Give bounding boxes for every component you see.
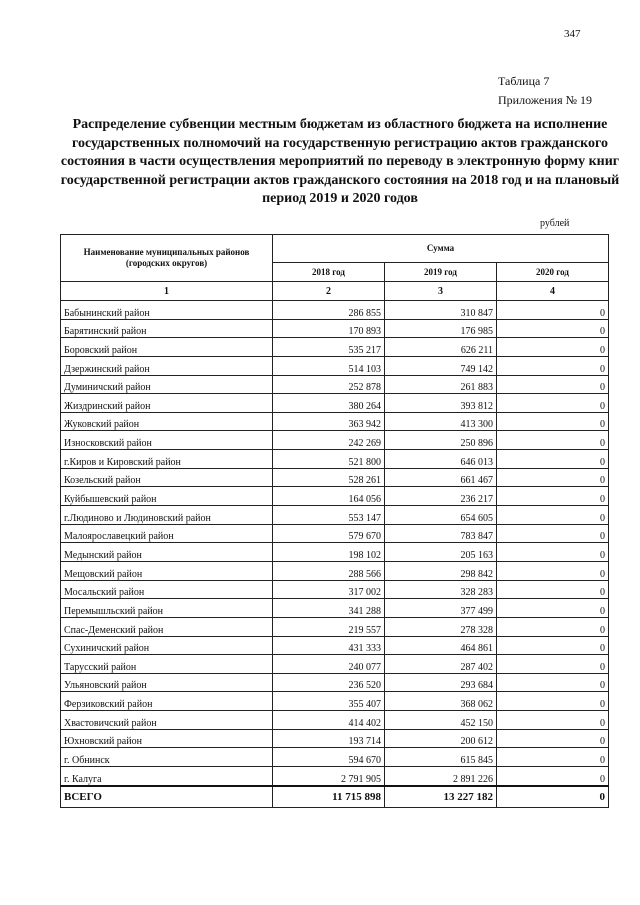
amount-2018: 286 855: [273, 301, 385, 320]
column-number: 4: [497, 282, 609, 301]
amount-2020: 0: [497, 356, 609, 375]
amount-2018: 355 407: [273, 692, 385, 711]
amount-2019: 298 842: [385, 561, 497, 580]
amount-2019: 377 499: [385, 599, 497, 618]
table-row: [61, 711, 609, 730]
amount-2019: 310 847: [385, 301, 497, 320]
table-row: [61, 375, 609, 394]
amount-2019: 2 891 226: [385, 767, 497, 786]
district-name: г.Киров и Кировский район: [61, 450, 273, 469]
amount-2018: 242 269: [273, 431, 385, 450]
amount-2020: 0: [497, 487, 609, 506]
table-row: [61, 487, 609, 506]
amount-2019: 293 684: [385, 673, 497, 692]
table-row: [61, 450, 609, 469]
district-name: Износковский район: [61, 431, 273, 450]
amount-2018: 170 893: [273, 319, 385, 338]
header-name: Наименование муниципальных районов (городских округов): [61, 235, 273, 282]
amount-2019: 393 812: [385, 394, 497, 413]
amount-2020: 0: [497, 692, 609, 711]
amount-2020: 0: [497, 599, 609, 618]
amount-2020: 0: [497, 543, 609, 562]
amount-2019: 749 142: [385, 356, 497, 375]
table-row: [61, 524, 609, 543]
district-name: Ферзиковский район: [61, 692, 273, 711]
table-row: [61, 468, 609, 487]
district-name: Тарусский район: [61, 655, 273, 674]
amount-2020: 0: [497, 431, 609, 450]
amount-2020: 0: [497, 450, 609, 469]
district-name: Боровский район: [61, 338, 273, 357]
table-row: [61, 431, 609, 450]
amount-2018: 528 261: [273, 468, 385, 487]
table-row: [61, 767, 609, 786]
amount-2018: 341 288: [273, 599, 385, 618]
amount-2020: 0: [497, 524, 609, 543]
district-name: Мещовский район: [61, 561, 273, 580]
amount-2018: 198 102: [273, 543, 385, 562]
district-name: Козельский район: [61, 468, 273, 487]
district-name: Медынский район: [61, 543, 273, 562]
district-name: Жуковский район: [61, 412, 273, 431]
amount-2019: 250 896: [385, 431, 497, 450]
amount-2018: 317 002: [273, 580, 385, 599]
amount-2019: 646 013: [385, 450, 497, 469]
district-name: г.Людиново и Людиновский район: [61, 506, 273, 525]
amount-2020: 0: [497, 394, 609, 413]
amount-2019: 654 605: [385, 506, 497, 525]
district-name: Малоярославецкий район: [61, 524, 273, 543]
amount-2018: 252 878: [273, 375, 385, 394]
amount-2020: 0: [497, 673, 609, 692]
district-name: Думиничский район: [61, 375, 273, 394]
amount-2020: 0: [497, 561, 609, 580]
table-row: [61, 356, 609, 375]
amount-2018: 363 942: [273, 412, 385, 431]
table-row: [61, 319, 609, 338]
table-row: [61, 543, 609, 562]
total-2019: 13 227 182: [385, 786, 497, 808]
table-row: [61, 394, 609, 413]
table-row: [61, 338, 609, 357]
district-name: Бабынинский район: [61, 301, 273, 320]
header-sum: Сумма: [273, 235, 609, 263]
district-name: г. Обнинск: [61, 748, 273, 767]
amount-2018: 553 147: [273, 506, 385, 525]
amount-2020: 0: [497, 711, 609, 730]
amount-2020: 0: [497, 580, 609, 599]
table-row: [61, 692, 609, 711]
table-row: [61, 636, 609, 655]
district-name: Перемышльский район: [61, 599, 273, 618]
page-number: 347: [564, 28, 581, 40]
amount-2020: 0: [497, 468, 609, 487]
amount-2019: 413 300: [385, 412, 497, 431]
amount-2018: 219 557: [273, 617, 385, 636]
amount-2019: 328 283: [385, 580, 497, 599]
district-name: Юхновский район: [61, 729, 273, 748]
district-name: Жиздринский район: [61, 394, 273, 413]
total-row: [61, 786, 609, 808]
amount-2019: 176 985: [385, 319, 497, 338]
header-year-2020: 2020 год: [497, 263, 609, 282]
amount-2019: 236 217: [385, 487, 497, 506]
amount-2019: 464 861: [385, 636, 497, 655]
table-label: Таблица 7: [498, 74, 550, 88]
amount-2018: 240 077: [273, 655, 385, 674]
amount-2018: 414 402: [273, 711, 385, 730]
district-name: Хвастовичский район: [61, 711, 273, 730]
amount-2019: 783 847: [385, 524, 497, 543]
amount-2020: 0: [497, 636, 609, 655]
amount-2018: 288 566: [273, 561, 385, 580]
column-number: 3: [385, 282, 497, 301]
appendix-reference: [498, 72, 592, 110]
amount-2020: 0: [497, 338, 609, 357]
amount-2020: 0: [497, 767, 609, 786]
amount-2020: 0: [497, 412, 609, 431]
table-row: [61, 748, 609, 767]
amount-2018: 579 670: [273, 524, 385, 543]
total-2020: 0: [497, 786, 609, 808]
amount-2018: 236 520: [273, 673, 385, 692]
amount-2019: 278 328: [385, 617, 497, 636]
district-name: Сухиничский район: [61, 636, 273, 655]
column-number: 1: [61, 282, 273, 301]
table-row: [61, 506, 609, 525]
table-row: [61, 673, 609, 692]
amount-2019: 661 467: [385, 468, 497, 487]
amount-2018: 2 791 905: [273, 767, 385, 786]
amount-2020: 0: [497, 375, 609, 394]
amount-2020: 0: [497, 301, 609, 320]
amount-2019: 452 150: [385, 711, 497, 730]
amount-2018: 431 333: [273, 636, 385, 655]
amount-2019: 205 163: [385, 543, 497, 562]
amount-2019: 626 211: [385, 338, 497, 357]
table-body: [61, 301, 609, 786]
amount-2018: 380 264: [273, 394, 385, 413]
amount-2020: 0: [497, 319, 609, 338]
table-row: [61, 412, 609, 431]
district-name: Барятинский район: [61, 319, 273, 338]
district-name: Спас-Деменский район: [61, 617, 273, 636]
amount-2019: 261 883: [385, 375, 497, 394]
amount-2020: 0: [497, 729, 609, 748]
table-row: [61, 655, 609, 674]
amount-2020: 0: [497, 748, 609, 767]
amount-2018: 164 056: [273, 487, 385, 506]
district-name: Ульяновский район: [61, 673, 273, 692]
amount-2018: 193 714: [273, 729, 385, 748]
document-title: Распределение субвенции местным бюджетам из областного бюджета на исполнение государственных полномочий на государственную регистрацию актов гражданского состояния в части осуществления мероприятий по переводу в электронную форму книг государственной регистрации актов гражданского состояния на 2018 год и на плановый период 2019 и 2020 годов: [60, 117, 620, 206]
column-number: 2: [273, 282, 385, 301]
appendix-label: Приложения № 19: [498, 93, 593, 107]
district-name: г. Калуга: [61, 767, 273, 786]
amount-2018: 535 217: [273, 338, 385, 357]
units-label: рублей: [540, 218, 570, 229]
amount-2020: 0: [497, 617, 609, 636]
amount-2020: 0: [497, 655, 609, 674]
amount-2018: 594 670: [273, 748, 385, 767]
table-row: [61, 580, 609, 599]
table-row: [61, 617, 609, 636]
total-2018: 11 715 898: [273, 786, 385, 808]
amount-2019: 615 845: [385, 748, 497, 767]
amount-2019: 368 062: [385, 692, 497, 711]
subvention-table: [60, 234, 609, 808]
table-row: [61, 599, 609, 618]
amount-2019: 200 612: [385, 729, 497, 748]
total-label: ВСЕГО: [61, 786, 273, 808]
district-name: Мосальский район: [61, 580, 273, 599]
header-year-2019: 2019 год: [385, 263, 497, 282]
amount-2019: 287 402: [385, 655, 497, 674]
district-name: Дзержинский район: [61, 356, 273, 375]
amount-2018: 521 800: [273, 450, 385, 469]
table-row: [61, 561, 609, 580]
district-name: Куйбышевский район: [61, 487, 273, 506]
amount-2018: 514 103: [273, 356, 385, 375]
amount-2020: 0: [497, 506, 609, 525]
table-row: [61, 301, 609, 320]
table-row: [61, 729, 609, 748]
header-year-2018: 2018 год: [273, 263, 385, 282]
